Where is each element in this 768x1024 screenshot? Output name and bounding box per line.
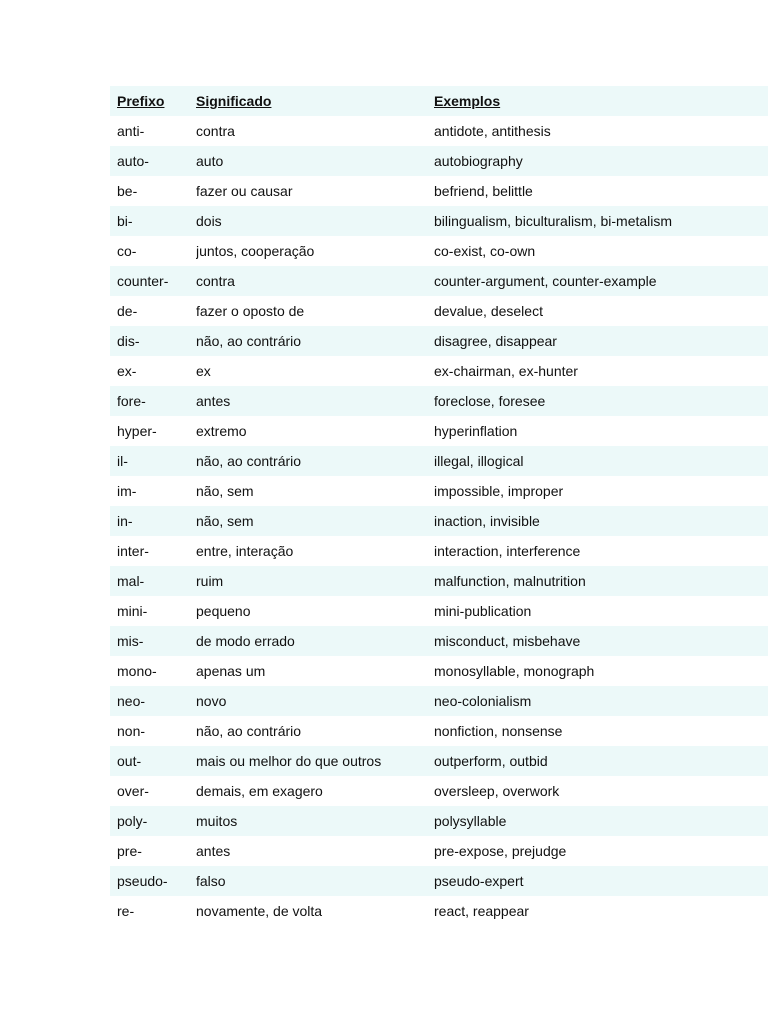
examples-cell: malfunction, malnutrition xyxy=(434,573,586,589)
prefix-cell: over- xyxy=(117,783,149,799)
table-row xyxy=(110,146,768,176)
meaning-cell: apenas um xyxy=(196,663,266,679)
prefix-cell: hyper- xyxy=(117,423,157,439)
prefix-cell: neo- xyxy=(117,693,146,709)
prefix-cell: poly- xyxy=(117,813,148,829)
meaning-cell: novo xyxy=(196,693,227,709)
prefix-cell: im- xyxy=(117,483,137,499)
prefix-cell: auto- xyxy=(117,153,149,169)
prefix-cell: bi- xyxy=(117,213,133,229)
prefix-cell: out- xyxy=(117,753,142,769)
examples-cell: foreclose, foresee xyxy=(434,393,546,409)
examples-cell: monosyllable, monograph xyxy=(434,663,595,679)
meaning-cell: auto xyxy=(196,153,224,169)
table-row xyxy=(110,446,768,476)
table-row xyxy=(110,866,768,896)
prefix-cell: de- xyxy=(117,303,138,319)
meaning-cell: antes xyxy=(196,843,231,859)
table-row xyxy=(110,626,768,656)
prefix-cell: counter- xyxy=(117,273,169,289)
examples-cell: ex-chairman, ex-hunter xyxy=(434,363,578,379)
table-row xyxy=(110,476,768,506)
examples-cell: neo-colonialism xyxy=(434,693,532,709)
examples-cell: antidote, antithesis xyxy=(434,123,551,139)
examples-cell: disagree, disappear xyxy=(434,333,557,349)
examples-cell: pseudo-expert xyxy=(434,873,524,889)
table-row xyxy=(110,716,768,746)
prefix-cell: in- xyxy=(117,513,133,529)
meaning-cell: muitos xyxy=(196,813,238,829)
meaning-cell: contra xyxy=(196,123,235,139)
prefix-cell: co- xyxy=(117,243,137,259)
table-row xyxy=(110,116,768,146)
prefix-cell: anti- xyxy=(117,123,145,139)
table-row xyxy=(110,896,768,926)
examples-cell: befriend, belittle xyxy=(434,183,533,199)
examples-cell: illegal, illogical xyxy=(434,453,524,469)
table-row xyxy=(110,686,768,716)
examples-cell: counter-argument, counter-example xyxy=(434,273,657,289)
meaning-cell: não, ao contrário xyxy=(196,453,302,469)
meaning-cell: não, sem xyxy=(196,513,254,529)
prefix-cell: mono- xyxy=(117,663,157,679)
prefix-cell: mal- xyxy=(117,573,145,589)
table-header-row xyxy=(110,86,768,116)
meaning-cell: não, sem xyxy=(196,483,254,499)
meaning-cell: antes xyxy=(196,393,231,409)
meaning-cell: ex xyxy=(196,363,211,379)
meaning-cell: entre, interação xyxy=(196,543,294,559)
prefix-cell: pre- xyxy=(117,843,142,859)
meaning-cell: contra xyxy=(196,273,235,289)
table-row xyxy=(110,266,768,296)
meaning-cell: pequeno xyxy=(196,603,251,619)
examples-cell: autobiography xyxy=(434,153,523,169)
prefix-cell: be- xyxy=(117,183,138,199)
meaning-cell: novamente, de volta xyxy=(196,903,323,919)
examples-cell: nonfiction, nonsense xyxy=(434,723,563,739)
meaning-cell: não, ao contrário xyxy=(196,333,302,349)
table-row xyxy=(110,836,768,866)
table-row xyxy=(110,656,768,686)
prefix-cell: inter- xyxy=(117,543,149,559)
table-row xyxy=(110,236,768,266)
examples-cell: pre-expose, prejudge xyxy=(434,843,567,859)
meaning-cell: de modo errado xyxy=(196,633,295,649)
prefix-cell: dis- xyxy=(117,333,140,349)
table-row xyxy=(110,296,768,326)
examples-cell: bilingualism, biculturalism, bi-metalism xyxy=(434,213,673,229)
prefix-cell: ex- xyxy=(117,363,137,379)
meaning-cell: mais ou melhor do que outros xyxy=(196,753,382,769)
meaning-cell: ruim xyxy=(196,573,224,589)
table-row xyxy=(110,596,768,626)
meaning-cell: falso xyxy=(196,873,226,889)
examples-cell: oversleep, overwork xyxy=(434,783,560,799)
table-row xyxy=(110,806,768,836)
examples-cell: devalue, deselect xyxy=(434,303,543,319)
table-row xyxy=(110,746,768,776)
examples-cell: impossible, improper xyxy=(434,483,564,499)
examples-cell: mini-publication xyxy=(434,603,532,619)
prefix-cell: mini- xyxy=(117,603,148,619)
prefix-cell: mis- xyxy=(117,633,144,649)
meaning-cell: demais, em exagero xyxy=(196,783,323,799)
table-row xyxy=(110,386,768,416)
meaning-cell: fazer ou causar xyxy=(196,183,293,199)
table-row xyxy=(110,356,768,386)
meaning-cell: não, ao contrário xyxy=(196,723,302,739)
prefix-cell: fore- xyxy=(117,393,146,409)
meaning-cell: dois xyxy=(196,213,222,229)
prefix-cell: re- xyxy=(117,903,135,919)
meaning-cell: fazer o oposto de xyxy=(196,303,305,319)
prefix-cell: il- xyxy=(117,453,128,469)
examples-cell: polysyllable xyxy=(434,813,507,829)
table-row xyxy=(110,566,768,596)
table-row xyxy=(110,176,768,206)
examples-cell: misconduct, misbehave xyxy=(434,633,581,649)
table-row xyxy=(110,776,768,806)
table-row xyxy=(110,326,768,356)
examples-cell: inaction, invisible xyxy=(434,513,540,529)
examples-cell: react, reappear xyxy=(434,903,529,919)
header-examples: Exemplos xyxy=(434,93,501,109)
meaning-cell: extremo xyxy=(196,423,247,439)
header-prefix: Prefixo xyxy=(117,93,165,109)
table-row xyxy=(110,206,768,236)
prefix-cell: non- xyxy=(117,723,146,739)
examples-cell: hyperinflation xyxy=(434,423,518,439)
meaning-cell: juntos, cooperação xyxy=(196,243,315,259)
header-meaning: Significado xyxy=(196,93,272,109)
table-row xyxy=(110,416,768,446)
examples-cell: co-exist, co-own xyxy=(434,243,536,259)
table-row xyxy=(110,536,768,566)
examples-cell: outperform, outbid xyxy=(434,753,548,769)
table-row xyxy=(110,506,768,536)
table-body xyxy=(110,116,768,926)
examples-cell: interaction, interference xyxy=(434,543,581,559)
prefix-table xyxy=(110,86,768,926)
prefix-cell: pseudo- xyxy=(117,873,168,889)
